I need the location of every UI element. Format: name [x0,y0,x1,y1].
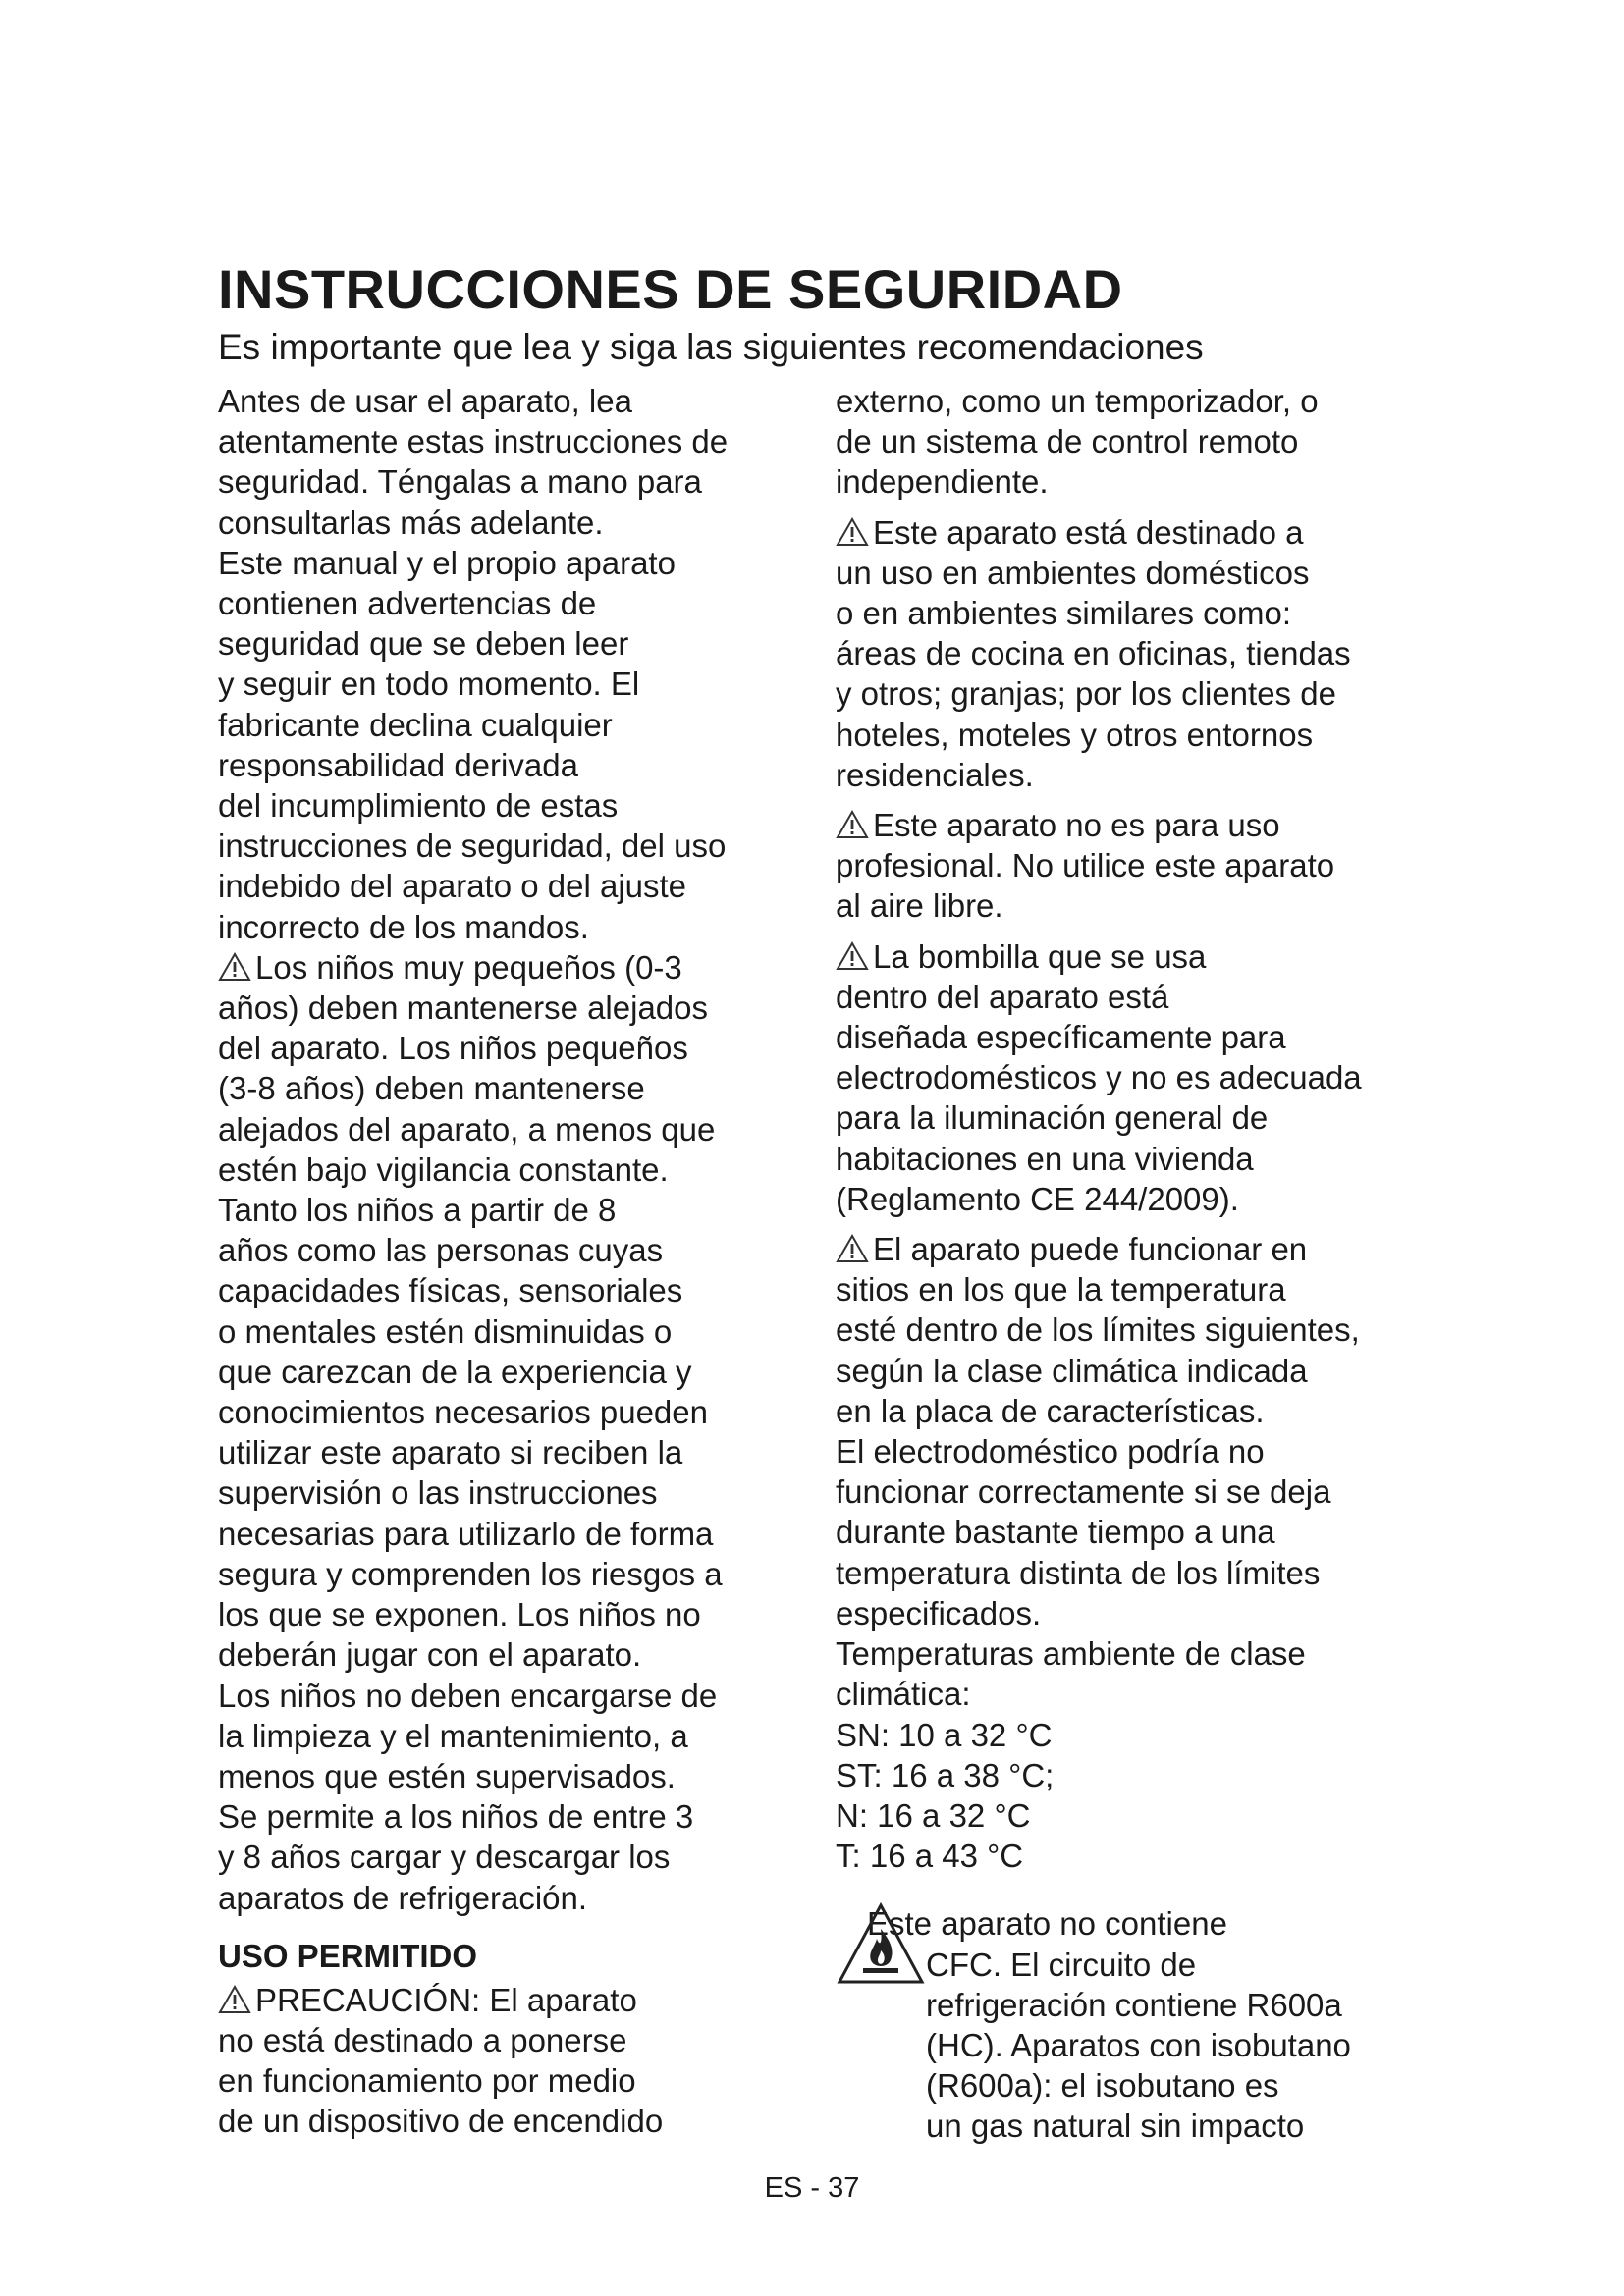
section-heading-uso-permitido: USO PERMITIDO [218,1937,478,1974]
text-line: esté dentro de los límites siguientes, [836,1311,1360,1349]
text-line: dentro del aparato está [836,978,1169,1015]
text-line: los que se exponen. Los niños no [218,1596,701,1633]
text-line: contienen advertencias de [218,585,597,622]
text-line: menos que estén supervisados. [218,1757,676,1794]
text-line: residenciales. [836,756,1034,793]
warning-triangle-icon [836,810,869,839]
text-line: Este aparato está destinado a [836,512,1425,553]
text-line: conocimientos necesarios pueden [218,1394,708,1431]
text-line: de un sistema de control remoto [836,423,1299,460]
text-line: Temperaturas ambiente de clase [836,1635,1306,1673]
text-line: La bombilla que se usa [836,936,1425,977]
text-line: un uso en ambientes domésticos [836,554,1310,591]
text-line: del aparato. Los niños pequeños [218,1030,688,1067]
text-line: Se permite a los niños de entre 3 [218,1798,694,1836]
text-line: profesional. No utilice este aparato [836,847,1335,884]
warning-triangle-icon [218,1985,251,2014]
text-line: fabricante declina cualquier [218,706,613,743]
text-line: capacidades físicas, sensoriales [218,1272,683,1309]
text-line: para la iluminación general de [836,1099,1269,1137]
text-line: deberán jugar con el aparato. [218,1636,642,1674]
text-line: atentamente estas instrucciones de [218,423,729,460]
text-line: y 8 años cargar y descargar los [218,1839,671,1876]
text-line: un gas natural sin impacto [926,2108,1305,2145]
text-line: estén bajo vigilancia constante. [218,1150,669,1188]
text-line: Este aparato no contiene [867,1905,1227,1943]
paragraph-children [218,947,817,1918]
flammable-warning-icon [836,1899,926,1991]
text-line: que carezcan de la experiencia y [218,1353,692,1390]
text-line: refrigeración contiene R600a [926,1986,1342,2023]
climate-class-st: ST: 16 a 38 °C; [836,1756,1055,1793]
text-line: necesarias para utilizarlo de forma [218,1515,714,1552]
climate-class-sn: SN: 10 a 32 °C [836,1716,1053,1753]
text-line: (Reglamento CE 244/2009). [836,1180,1239,1217]
text-line: funcionar correctamente si se deja [836,1473,1331,1511]
page-title: INSTRUCCIONES DE SEGURIDAD [218,258,1123,320]
text-line: al aire libre. [836,887,1003,925]
text-line: seguridad. Téngalas a mano para [218,463,702,501]
text-line: aparatos de refrigeración. [218,1879,588,1916]
text-line: PRECAUCIÓN: El aparato [218,1980,817,2020]
text-line: alejados del aparato, a menos que [218,1110,716,1148]
text-line: no está destinado a ponerse [218,2021,627,2058]
paragraph-professional-use [836,805,1425,927]
paragraph-manual [218,543,817,947]
text-line: Este manual y el propio aparato [218,544,676,581]
text-line: utilizar este aparato si reciben la [218,1434,683,1471]
text-line: responsabilidad derivada [218,746,578,783]
text-line: Antes de usar el aparato, lea [218,383,632,419]
text-line: habitaciones en una vivienda [836,1140,1254,1177]
text-line: (3-8 años) deben mantenerse [218,1070,645,1107]
text-line: Los niños muy pequeños (0-3 [218,947,817,988]
warning-triangle-icon [836,941,869,971]
text-line: externo, como un temporizador, o [836,383,1319,419]
text-line: indebido del aparato o del ajuste [218,868,687,905]
left-column [218,381,817,2142]
text-line: incorrecto de los mandos. [218,908,589,945]
paragraph-climate-class [836,1229,1425,1876]
paragraph-intro [218,381,817,543]
text-line: la limpieza y el mantenimiento, a [218,1717,688,1754]
paragraph-bulb [836,936,1425,1219]
warning-triangle-icon [836,1234,869,1263]
text-line: supervisión o las instrucciones [218,1474,658,1512]
page-number: ES - 37 [764,2172,860,2204]
text-line: áreas de cocina en oficinas, tiendas [836,635,1351,672]
paragraph-domestic-use [836,512,1425,795]
text-line: consultarlas más adelante. [218,504,604,541]
text-line: electrodomésticos y no es adecuada [836,1059,1362,1096]
paragraph-refrigerant [836,1903,1425,2146]
paragraph-external-device [836,381,1425,503]
text-line: Los niños no deben encargarse de [218,1677,718,1714]
text-line: sitios en los que la temperatura [836,1271,1286,1308]
text-line: especificados. [836,1594,1042,1631]
warning-triangle-icon [836,517,869,547]
page-subtitle: Es importante que lea y siga las siguientes recomendaciones [218,327,1204,367]
text-line: del incumplimiento de estas [218,787,619,825]
text-line: hoteles, moteles y otros entornos [836,716,1314,753]
text-line: en la placa de características. [836,1392,1265,1429]
text-line: años como las personas cuyas [218,1232,664,1269]
warning-triangle-icon [218,952,251,982]
text-line: y otros; granjas; por los clientes de [836,675,1336,713]
text-line: diseñada específicamente para [836,1019,1286,1056]
text-line: y seguir en todo momento. El [218,666,640,703]
right-column [836,381,1425,2147]
text-line: durante bastante tiempo a una [836,1514,1275,1551]
text-line: seguridad que se deben leer [218,625,629,663]
text-line: climática: [836,1676,971,1713]
text-line: independiente. [836,463,1049,501]
text-line: Este aparato no es para uso [836,805,1425,845]
text-line: en funcionamiento por medio [218,2062,636,2100]
text-line: segura y comprenden los riesgos a [218,1555,723,1592]
text-line: CFC. El circuito de [926,1946,1197,1983]
text-line: o en ambientes similares como: [836,595,1292,632]
text-line: Tanto los niños a partir de 8 [218,1192,617,1229]
climate-class-t: T: 16 a 43 °C [836,1838,1024,1875]
text-line: (R600a): el isobutano es [926,2067,1279,2105]
paragraph-precaution [218,1980,817,2142]
text-line: El electrodoméstico podría no [836,1433,1265,1470]
text-line: (HC). Aparatos con isobutano [926,2026,1351,2063]
text-line: años) deben mantenerse alejados [218,989,709,1027]
text-line: temperatura distinta de los límites [836,1554,1321,1591]
text-line: El aparato puede funcionar en [836,1229,1425,1269]
text-line: instrucciones de seguridad, del uso [218,828,727,865]
text-line: o mentales estén disminuidas o [218,1312,673,1350]
text-line: de un dispositivo de encendido [218,2103,664,2140]
text-line: según la clase climática indicada [836,1352,1308,1389]
climate-class-n: N: 16 a 32 °C [836,1796,1031,1834]
